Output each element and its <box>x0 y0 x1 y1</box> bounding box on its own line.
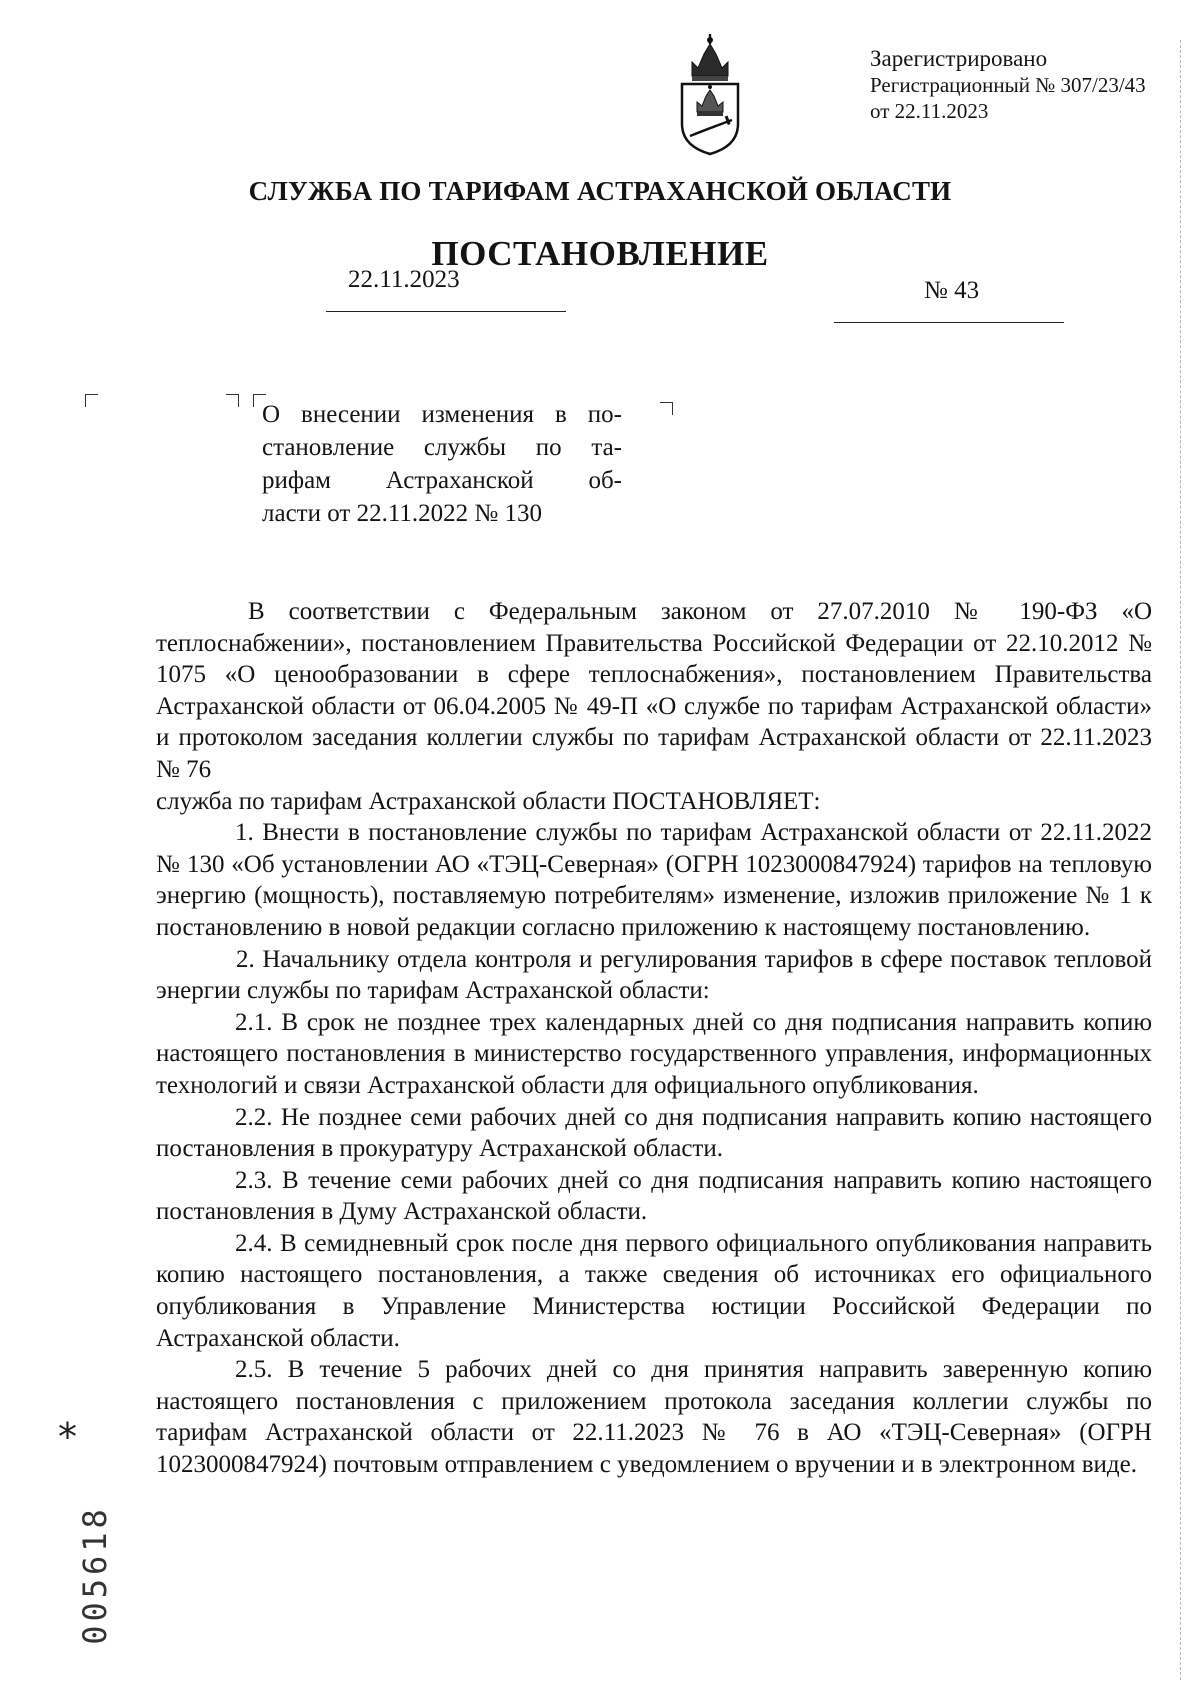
registration-label: Зарегистрировано <box>870 46 1048 71</box>
registration-number: Регистрационный № 307/23/43 <box>870 73 1146 97</box>
document-number: № 43 <box>924 277 980 304</box>
registration-date: от 22.11.2023 <box>870 99 989 123</box>
item-2: 2. Начальнику отдела контроля и регулирования тарифов в сфере поставок тепловой энергии службы по тарифам Астраханской области: <box>156 945 1152 1005</box>
subject-line: становление службы по та- <box>262 434 622 461</box>
astrakhan-coat-of-arms-icon <box>670 32 750 156</box>
item-2-2: 2.2. Не позднее семи рабочих дней со дня подписания направить копию настоящего постановления в прокуратуру Астраханской области. <box>156 1103 1152 1163</box>
preamble-paragraph: В соответствии с Федеральным законом от 27.07.2010 № 190-ФЗ «О теплоснабжении», постановлением Правительства Российской Федерации от 22.10.2012 № 1075 «О ценообразовании в сфере теплоснабжения», постановлением Правительства Астраханской области от 06.04.2005 № 49-П «О службе по тарифам Астраханской области» и протоколом заседания коллегии службы по тарифам Астраханской области от 22.11.2023 № 76 <box>156 598 1152 783</box>
document-subject <box>262 398 622 530</box>
document-type: ПОСТАНОВЛЕНИЕ <box>431 234 769 273</box>
scan-edge-line <box>1180 40 1181 1680</box>
serial-number-stamp: 005618 <box>76 1505 114 1645</box>
item-2-1: 2.1. В срок не позднее трех календарных дней со дня подписания направить копию настоящего постановления в министерство государственного управления, информационных технологий и связи Астраханской области для официального опубликования. <box>156 1008 1152 1099</box>
corner-mark <box>226 394 239 407</box>
subject-line: ласти от 22.11.2022 № 130 <box>262 500 542 527</box>
star-mark: * <box>58 1415 77 1459</box>
agency-title: СЛУЖБА ПО ТАРИФАМ АСТРАХАНСКОЙ ОБЛАСТИ <box>248 176 952 206</box>
number-underline <box>834 322 1064 323</box>
document-body <box>156 596 1152 1481</box>
document-date: 22.11.2023 <box>348 266 460 293</box>
corner-mark <box>85 394 98 407</box>
item-2-3: 2.3. В течение семи рабочих дней со дня подписания направить копию настоящего постановления в Думу Астраханской области. <box>156 1166 1152 1226</box>
item-2-4: 2.4. В семидневный срок после дня первого официального опубликования направить копию настоящего постановления, а также сведения об источниках его официального опубликования в Управление Министерства юстиции Российской Федерации по Астраханской области. <box>156 1229 1152 1352</box>
corner-mark <box>660 402 673 415</box>
item-1: 1. Внести в постановление службы по тарифам Астраханской области от 22.11.2022 № 130 «Об установлении АО «ТЭЦ-Северная» (ОГРН 1023000847924) тарифов на тепловую энергию (мощность), поставляемую потребителям» изменение, изложив приложение № 1 к постановлению в новой редакции согласно приложению к настоящему постановлению. <box>156 819 1152 941</box>
registration-stamp <box>870 46 1146 124</box>
subject-line: О внесении изменения в по- <box>262 401 622 428</box>
subject-line: рифам Астраханской об- <box>262 467 622 494</box>
date-underline <box>326 311 566 312</box>
item-2-5: 2.5. В течение 5 рабочих дней со дня принятия направить заверенную копию настоящего постановления с приложением протокола заседания коллегии службы по тарифам Астраханской области от 22.11.2023 № 76 в АО «ТЭЦ-Северная» (ОГРН 1023000847924) почтовым отправлением с уведомлением о вручении и в электронном виде. <box>156 1356 1152 1479</box>
decree-line: служба по тарифам Астраханской области ПОСТАНОВЛЯЕТ: <box>156 787 821 815</box>
